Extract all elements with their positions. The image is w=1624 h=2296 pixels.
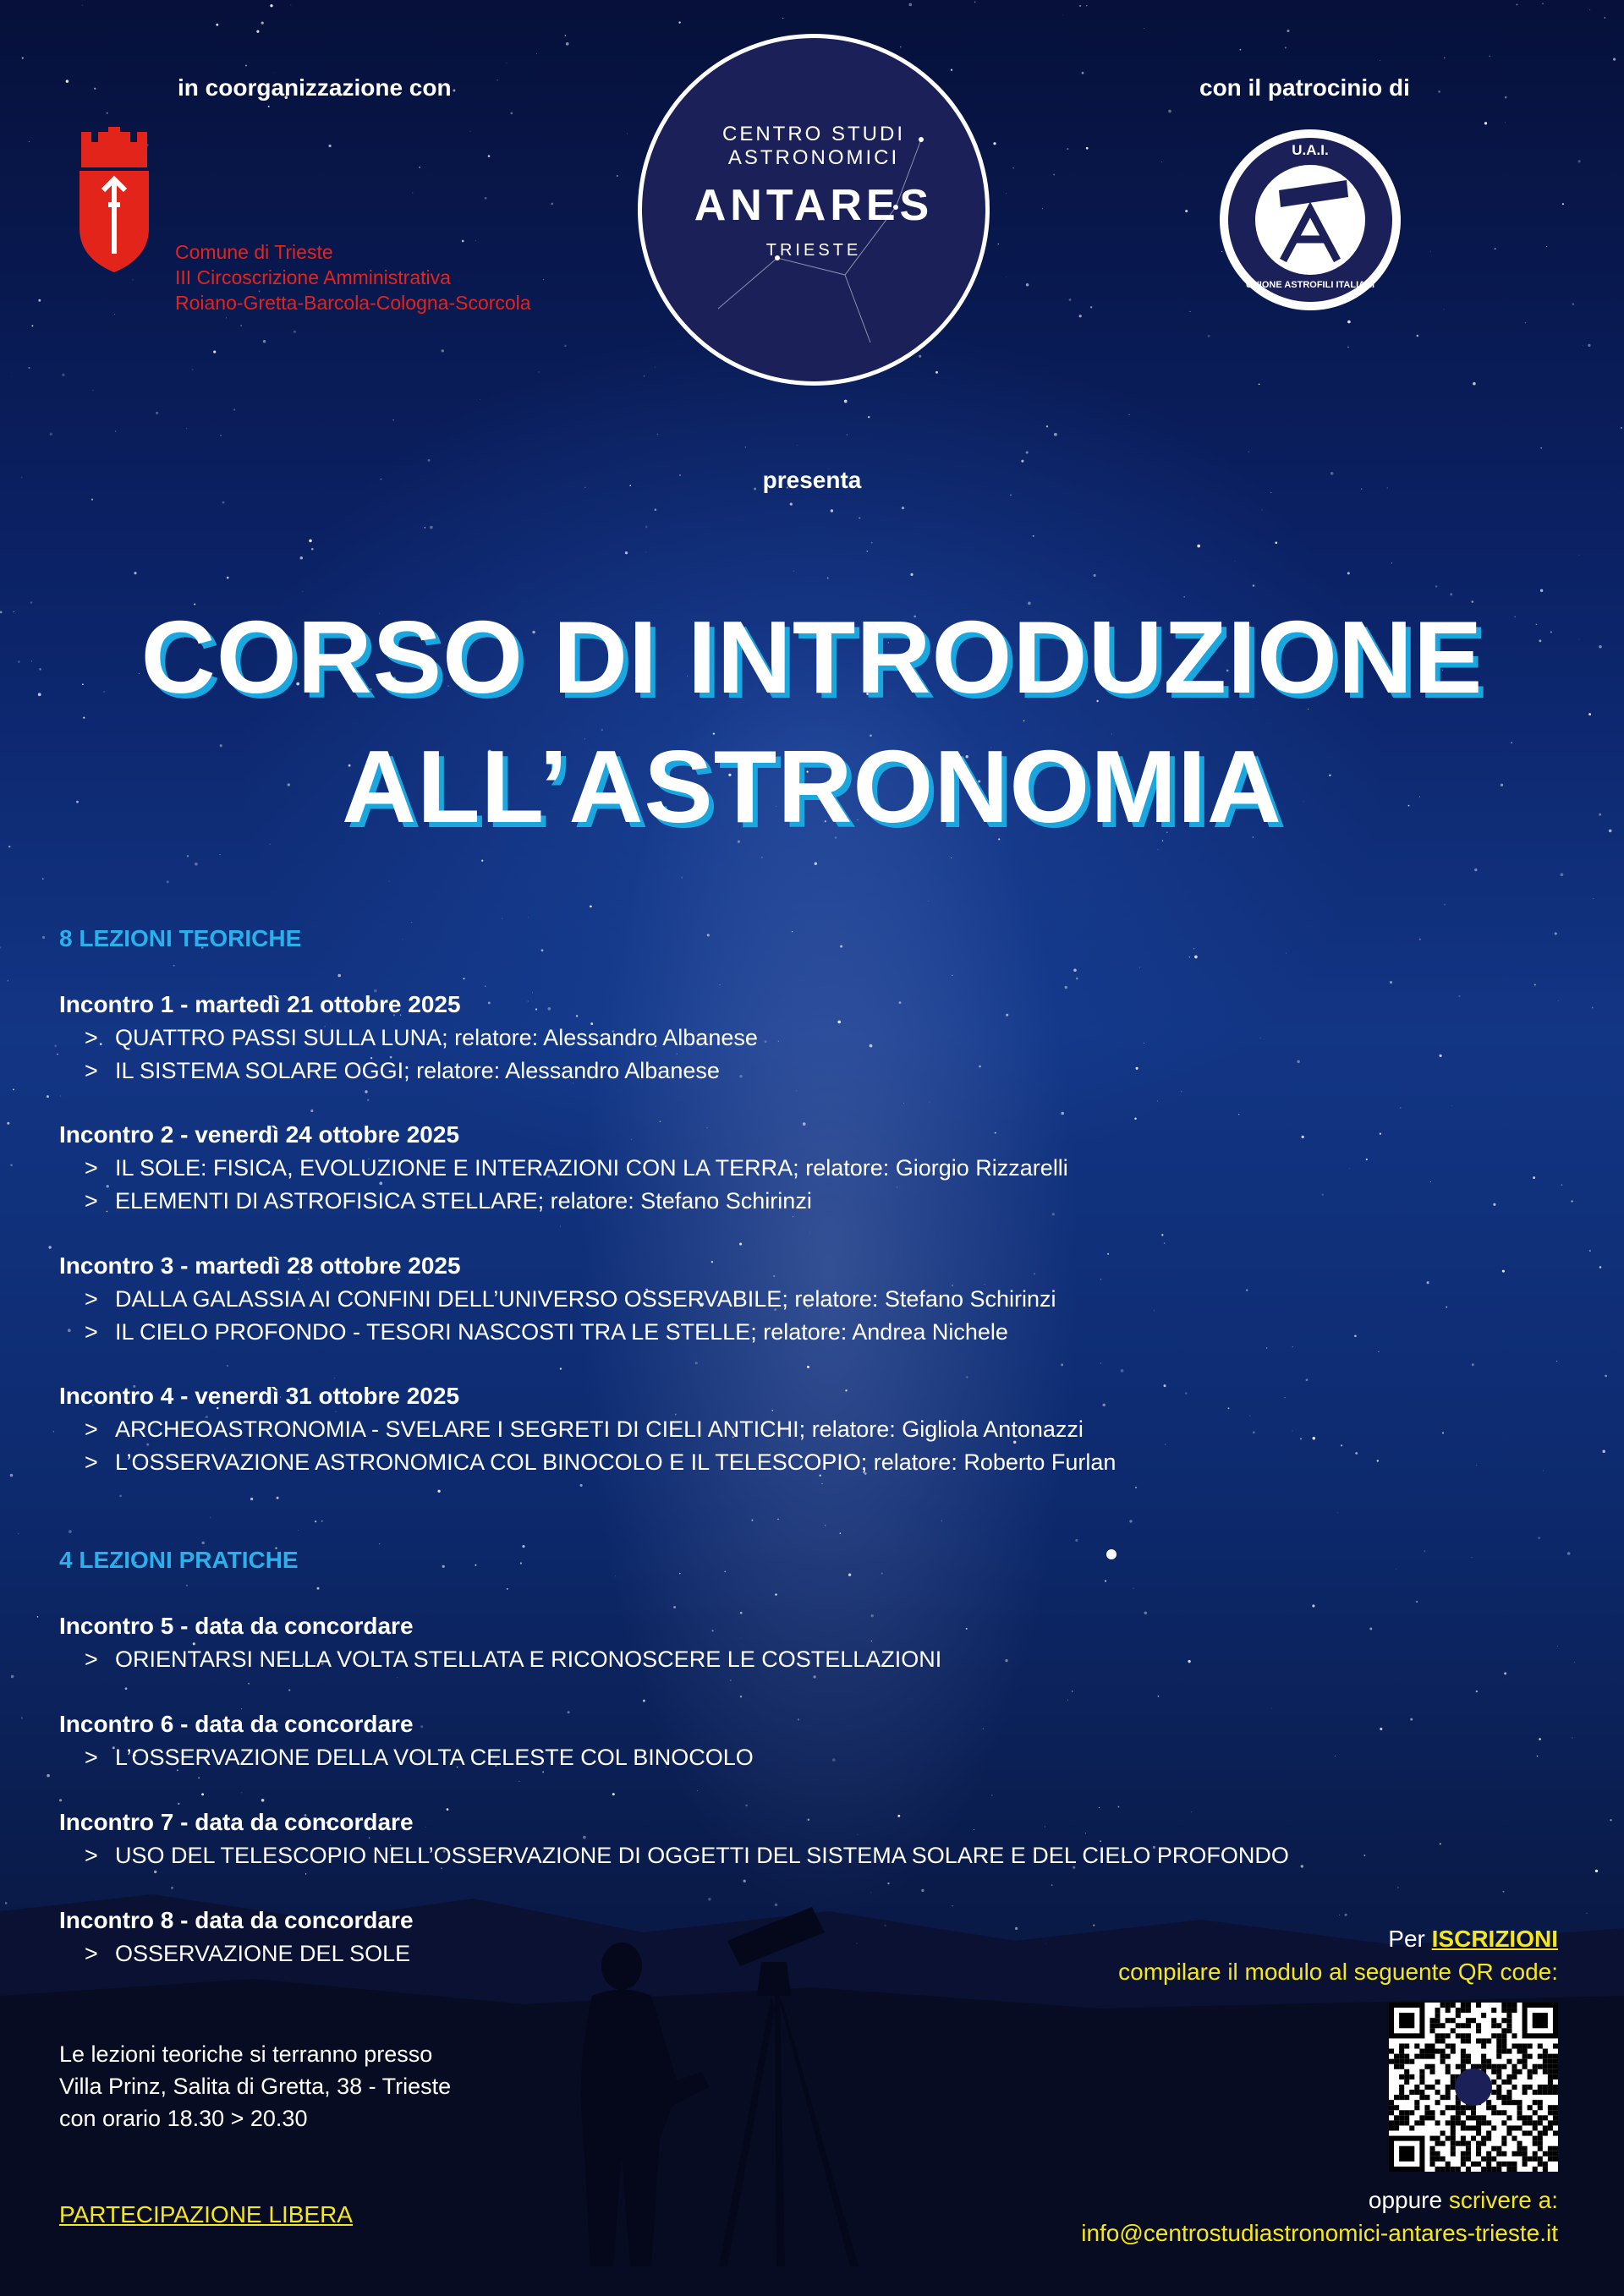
meeting-8-item: > OSSERVAZIONE DEL SOLE bbox=[85, 1941, 411, 1966]
meeting-5-item: > ORIENTARSI NELLA VOLTA STELLATA E RICONOSCERE LE COSTELLAZIONI bbox=[85, 1647, 942, 1672]
antares-line2: ASTRONOMICI bbox=[727, 146, 900, 169]
meeting-5-title: Incontro 5 - data da concordare bbox=[59, 1613, 414, 1639]
signup-line bbox=[1388, 1926, 1558, 1953]
title-line-1: CORSO DI INTRODUZIONE bbox=[140, 600, 1484, 715]
meeting-4-item-2: > L’OSSERVAZIONE ASTRONOMICA COL BINOCOLO E IL TELESCOPIO; relatore: Roberto Furlan bbox=[85, 1449, 1116, 1475]
meeting-7-item: > USO DEL TELESCOPIO NELL’OSSERVAZIONE DI OGGETTI DEL SISTEMA SOLARE E DEL CIELO PROFONDO bbox=[85, 1843, 1289, 1868]
comune-line-2: III Circoscrizione Amministrativa bbox=[175, 266, 451, 288]
uai-top: U.A.I. bbox=[1292, 142, 1329, 158]
meeting-6-item: > L’OSSERVAZIONE DELLA VOLTA CELESTE COL BINOCOLO bbox=[85, 1745, 754, 1770]
comune-line-1: Comune di Trieste bbox=[175, 241, 333, 263]
comune-line-3: Roiano-Gretta-Barcola-Cologna-Scorcola bbox=[175, 292, 531, 314]
presenta: presenta bbox=[762, 467, 862, 493]
meeting-1-item-2: > IL SISTEMA SOLARE OGGI; relatore: Alessandro Albanese bbox=[85, 1058, 720, 1083]
antares-name: ANTARES bbox=[694, 181, 934, 230]
oppure-label: oppure bbox=[1368, 2187, 1443, 2213]
uai-logo bbox=[1220, 129, 1401, 310]
qr-code[interactable] bbox=[1389, 2003, 1558, 2172]
meeting-2-item-1: > IL SOLE: FISICA, EVOLUZIONE E INTERAZIONI CON LA TERRA; relatore: Giorgio Rizzarelli bbox=[85, 1155, 1068, 1181]
email-intro bbox=[1369, 2187, 1558, 2214]
meeting-3-title: Incontro 3 - martedì 28 ottobre 2025 bbox=[59, 1252, 461, 1279]
antares-logo bbox=[638, 34, 990, 386]
patrocinio-label: con il patrocinio di bbox=[1199, 74, 1410, 101]
venue-info bbox=[59, 2038, 451, 2134]
meeting-2-item-2: > ELEMENTI DI ASTROFISICA STELLARE; relatore: Stefano Schirinzi bbox=[85, 1188, 812, 1214]
meeting-2-title: Incontro 2 - venerdì 24 ottobre 2025 bbox=[59, 1121, 460, 1148]
scrivere-label: scrivere a: bbox=[1448, 2187, 1558, 2213]
per-label: Per bbox=[1388, 1926, 1425, 1952]
meeting-6-title: Incontro 6 - data da concordare bbox=[59, 1711, 414, 1737]
trieste-coat-of-arms-icon bbox=[76, 127, 152, 275]
qr-instruction: compilare il modulo al seguente QR code: bbox=[1118, 1959, 1558, 1985]
meeting-1-title: Incontro 1 - martedì 21 ottobre 2025 bbox=[59, 991, 461, 1017]
practice-heading: 4 LEZIONI PRATICHE bbox=[59, 1547, 299, 1573]
venue-line-3: con orario 18.30 > 20.30 bbox=[59, 2106, 308, 2131]
theory-heading: 8 LEZIONI TEORICHE bbox=[59, 925, 302, 951]
meeting-4-title: Incontro 4 - venerdì 31 ottobre 2025 bbox=[59, 1383, 460, 1409]
venue-line-2: Villa Prinz, Salita di Gretta, 38 - Trieste bbox=[59, 2074, 452, 2099]
antares-line1: CENTRO STUDI bbox=[722, 123, 905, 145]
iscrizioni-label: ISCRIZIONI bbox=[1431, 1926, 1558, 1952]
coorg-label: in coorganizzazione con bbox=[178, 74, 452, 101]
meeting-4-item-1: > ARCHEOASTRONOMIA - SVELARE I SEGRETI DI CIELI ANTICHI; relatore: Gigliola Antonazzi bbox=[85, 1417, 1084, 1442]
meeting-1-item-1: > QUATTRO PASSI SULLA LUNA; relatore: Alessandro Albanese bbox=[85, 1025, 758, 1050]
title-line-2: ALL’ASTRONOMIA bbox=[342, 729, 1282, 844]
free-participation: PARTECIPAZIONE LIBERA bbox=[59, 2201, 353, 2228]
antares-city: TRIESTE bbox=[765, 241, 862, 260]
email-link[interactable]: info@centrostudiastronomici-antares-trieste.it bbox=[1081, 2220, 1558, 2246]
meeting-3-item-2: > IL CIELO PROFONDO - TESORI NASCOSTI TRA LE STELLE; relatore: Andrea Nichele bbox=[85, 1319, 1008, 1345]
uai-ring: UNIONE ASTROFILI ITALIANI bbox=[1245, 280, 1375, 290]
venue-line-1: Le lezioni teoriche si terranno presso bbox=[59, 2041, 433, 2067]
meeting-7-title: Incontro 7 - data da concordare bbox=[59, 1809, 414, 1835]
meeting-8-title: Incontro 8 - data da concordare bbox=[59, 1907, 414, 1933]
meeting-3-item-1: > DALLA GALASSIA AI CONFINI DELL’UNIVERSO OSSERVABILE; relatore: Stefano Schirinzi bbox=[85, 1286, 1056, 1312]
